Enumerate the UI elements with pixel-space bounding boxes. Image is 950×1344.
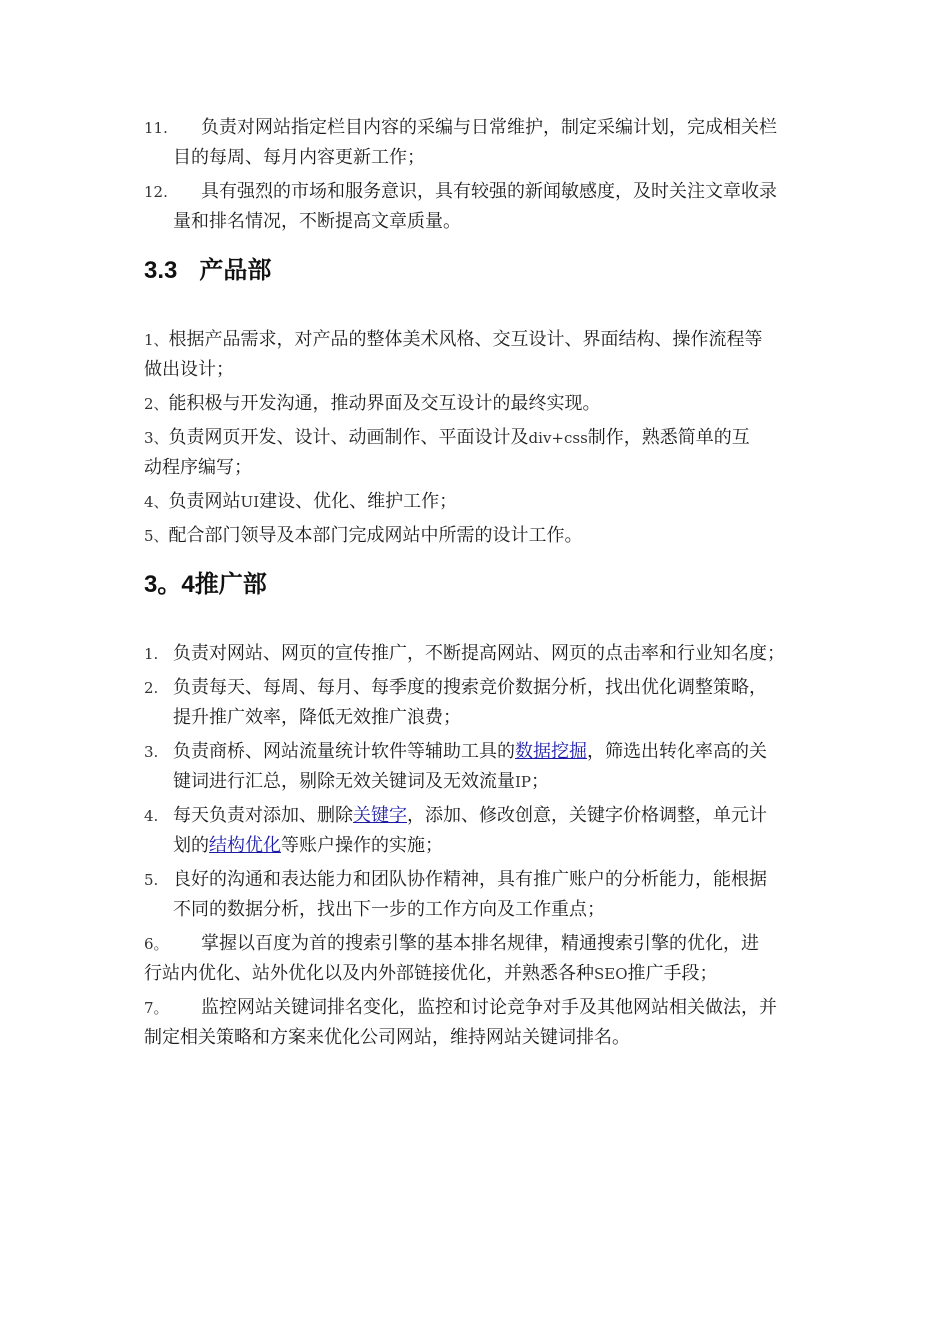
item-line: 量和排名情况，不断提高文章质量。 (173, 211, 461, 232)
item-text: 根据产品需求，对产品的整体美术风格、交互设计、界面结构、操作流程等 (168, 329, 763, 350)
product-list (144, 325, 814, 551)
item-number: 4、 (144, 493, 169, 511)
list-item (144, 177, 814, 237)
item-text: ，添加、修改创意，关键字价格调整，单元计 (407, 805, 767, 826)
item-number: 4. (144, 807, 159, 825)
item-line: 负责对网站、网页的宣传推广，不断提高网站、网页的点击率和行业知名度； (173, 643, 785, 664)
list-item (144, 325, 814, 385)
item-line: 制定相关策略和方案来优化公司网站，维持网站关键词排名。 (144, 1027, 630, 1048)
item-number: 7。 (144, 999, 169, 1017)
document-content (144, 113, 814, 1057)
heading-title: 产品部 (199, 257, 272, 284)
list-item (144, 993, 814, 1053)
item-number: 3. (144, 743, 159, 761)
item-number: 3、 (144, 429, 169, 447)
item-text: ； (531, 771, 550, 792)
item-code-text: UI (240, 493, 260, 511)
list-item (144, 865, 814, 925)
item-number: 11. (144, 119, 168, 137)
item-line: 不同的数据分析，找出下一步的工作方向及工作重点； (173, 899, 605, 920)
list-item (144, 673, 814, 733)
item-text: ，筛选出转化率高的关 (587, 741, 767, 762)
item-number: 1. (144, 645, 159, 663)
item-number: 5、 (144, 527, 169, 545)
item-number: 6。 (144, 935, 169, 953)
item-text: 监控网站关键词排名变化，监控和讨论竞争对手及其他网站相关做法，并 (201, 997, 777, 1018)
item-text: 推广手段； (627, 963, 718, 984)
item-line: 提升推广效率，降低无效推广浪费； (173, 707, 461, 728)
item-number: 5. (144, 871, 159, 889)
list-item (144, 487, 814, 517)
item-number: 2、 (144, 395, 169, 413)
item-line: 良好的沟通和表达能力和团队协作精神，具有推广账户的分析能力，能根据 (173, 869, 767, 890)
item-text: 键词进行汇总，剔除无效关键词及无效流量 (173, 771, 515, 792)
data-mining-link[interactable]: 数据挖掘 (515, 741, 587, 762)
item-text: 等账户操作的实施； (281, 835, 443, 856)
list-item (144, 113, 814, 173)
item-number: 1、 (144, 331, 169, 349)
item-line: 负责对网站指定栏目内容的采编与日常维护，制定采编计划，完成相关栏 (201, 117, 777, 138)
item-code-text: div+css (528, 429, 588, 447)
keyword-link[interactable]: 关键字 (353, 805, 407, 826)
item-text: 负责商桥、网站流量统计软件等辅助工具的 (173, 741, 515, 762)
item-text: 建设、优化、维护工作； (259, 491, 458, 512)
item-text: 配合部门领导及本部门完成网站中所需的设计工作。 (168, 525, 583, 546)
item-line: 具有强烈的市场和服务意识，具有较强的新闻敏感度，及时关注文章收录 (201, 181, 777, 202)
item-line: 动程序编写； (144, 457, 252, 478)
list-item (144, 639, 814, 669)
item-line: 目的每周、每月内容更新工作； (173, 147, 425, 168)
section-heading-product (144, 256, 814, 286)
list-item (144, 423, 814, 483)
item-text: 负责网站 (168, 491, 241, 512)
promotion-list (144, 639, 814, 1053)
list-item (144, 389, 814, 419)
section-heading-promotion: 3。4推广部 (144, 571, 267, 598)
item-text: 划的 (173, 835, 209, 856)
structure-optimization-link[interactable]: 结构优化 (209, 835, 281, 856)
prev-section-list (144, 113, 814, 237)
list-item (144, 801, 814, 861)
list-item (144, 929, 814, 989)
item-code-text: SEO (594, 965, 628, 983)
item-text: 能积极与开发沟通，推动界面及交互设计的最终实现。 (168, 393, 601, 414)
heading-number: 3.3 (144, 257, 178, 284)
list-item (144, 521, 814, 551)
item-text: 负责网页开发、设计、动画制作、平面设计及 (168, 427, 529, 448)
item-line: 负责每天、每周、每月、每季度的搜索竞价数据分析，找出优化调整策略， (173, 677, 767, 698)
item-text: 每天负责对添加、删除 (173, 805, 353, 826)
item-code-text: IP (515, 773, 532, 791)
item-number: 2. (144, 679, 159, 697)
item-text: 制作，熟悉简单的互 (587, 427, 750, 448)
item-line: 做出设计； (144, 359, 234, 380)
item-number: 12. (144, 183, 168, 201)
item-text: 行站内优化、站外优化以及内外部链接优化，并熟悉各种 (144, 963, 594, 984)
list-item (144, 737, 814, 797)
item-text: 掌握以百度为首的搜索引擎的基本排名规律，精通搜索引擎的优化，进 (201, 933, 759, 954)
